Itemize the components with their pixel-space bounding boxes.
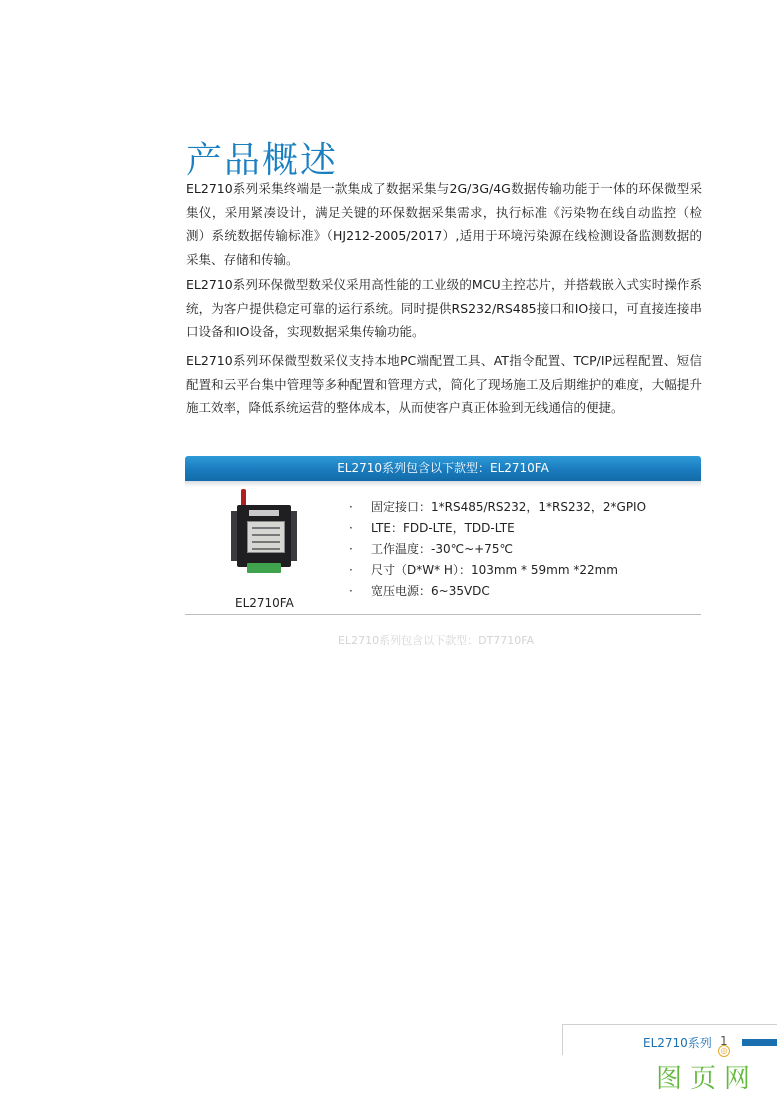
model-info-box xyxy=(185,456,701,615)
faint-bleedthrough-text: EL2710系列包含以下款型：DT7710FA xyxy=(338,634,535,647)
mcu-paragraph: EL2710系列环保微型数采仪采用高性能的工业级的MCU主控芯片，并搭载嵌入式实时操作系统，为客户提供稳定可靠的运行系统。同时提供RS232/RS485接口和IO接口，可直接连接串口设备和IO设备，实现数据采集传输功能。 xyxy=(186,277,702,339)
model-name: EL2710FA xyxy=(235,596,294,610)
footer-accent-bar xyxy=(742,1039,777,1046)
device-label xyxy=(247,521,285,553)
page-number: 1 xyxy=(720,1034,728,1048)
spec-item: · 工作温度：-30℃~+75℃ xyxy=(349,542,513,556)
spec-item: · LTE：FDD-LTE，TDD-LTE xyxy=(349,521,515,535)
footer-series-label: EL2710系列 xyxy=(643,1036,712,1050)
spec-list xyxy=(349,497,646,602)
watermark: 图页网 xyxy=(656,1064,759,1094)
terminal-block xyxy=(247,563,281,573)
device-image xyxy=(235,489,299,579)
spec-item: · 宽压电源：6~35VDC xyxy=(349,584,490,598)
header-shadow xyxy=(185,481,701,487)
device-logo xyxy=(249,510,279,516)
page-title: 产品概述 xyxy=(186,140,339,182)
spec-item: · 尺寸（D*W* H）：103mm * 59mm *22mm xyxy=(349,563,618,577)
spec-item: · 固定接口：1*RS485/RS232，1*RS232，2*GPIO xyxy=(349,500,647,514)
config-paragraph: EL2710系列环保微型数采仪支持本地PC端配置工具、AT指令配置、TCP/IP远程配置、短信配置和云平台集中管理等多种配置和管理方式，简化了现场施工及后期维护的难度，大幅提升施工效率，降低系统运营的整体成本，从而使客户真正体验到无线通信的便捷。 xyxy=(186,353,702,415)
model-box-header: EL2710系列包含以下款型：EL2710FA xyxy=(185,456,701,481)
watermark-circle-icon: ◎ xyxy=(718,1045,730,1057)
intro-paragraph: EL2710系列采集终端是一款集成了数据采集与2G/3G/4G数据传输功能于一体的环保微型采集仪，采用紧凑设计，满足关键的环保数据采集需求，执行标准《污染物在线自动监控（检测）系统数据传输标准》（HJ212-2005/2017）,适用于环境污染源在线检测设备监测数据的采集、存储和传输。 xyxy=(186,181,702,267)
